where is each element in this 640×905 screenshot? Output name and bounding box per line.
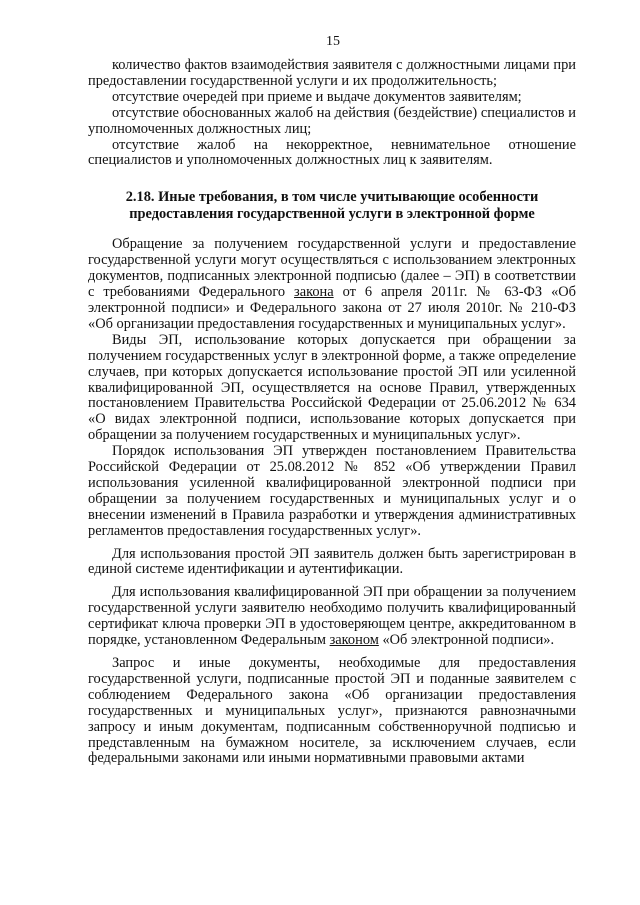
paragraph-simple-ep: Для использования простой ЭП заявитель должен быть зарегистрирован в единой системе идентификации и аутентификации. bbox=[88, 545, 576, 578]
section-heading-line-2: предоставления государственной услуги в электронной форме bbox=[129, 206, 535, 223]
section-heading bbox=[88, 189, 576, 223]
paragraph-request-documents: Запрос и иные документы, необходимые для предоставления государственной услуги, подписанные простой ЭП и поданные заявителем с соблюдением Федерального закона «Об организации предоставления государственных и муниципальных услуг», признаются равнозначными запросу и иным документам, подписанным собственноручной подписью и представленным на бумажном носителе, за исключением случаев, если федеральными законами или иными нормативными правовыми актами bbox=[88, 655, 576, 767]
paragraph-electronic-documents bbox=[88, 237, 576, 332]
intro-paragraph-3: отсутствие обоснованных жалоб на действия (бездействие) специалистов и уполномоченных должностных лиц; bbox=[88, 104, 576, 137]
paragraph-ep-procedure: Порядок использования ЭП утвержден постановлением Правительства Российской Федерации от 25.08.2012 № 852 «Об утверждении Правил использования усиленной квалифицированной электронной подписи при обращении за получением государственных и муниципальных услуг и о внесении изменений в Правила разработки и утверждения административных регламентов предоставления государственных услуг». bbox=[88, 443, 576, 539]
law-link[interactable]: законом bbox=[329, 632, 379, 649]
document-page bbox=[88, 34, 576, 767]
intro-paragraph-4: отсутствие жалоб на некорректное, невнимательное отношение специалистов и уполномоченных должностных лиц к заявителям. bbox=[88, 136, 576, 169]
paragraph-text: Обращение за получением государственной услуги и предоставление государственной услуги могут осуществляться с использованием электронных документов, подписанных электронной подписью (далее – ЭП) в соответствии с требованиями Федерального bbox=[88, 236, 576, 301]
paragraph-ep-types: Виды ЭП, использование которых допускается при обращении за получением государственных услуг в электронной форме, а также определение случаев, при которых допускается использование простой ЭП или усиленной квалифицированной ЭП, осуществляется на основе Правил, утвержденных постановлением Правительства Российской Федерации от 25.06.2012 № 634 «О видах электронной подписи, использование которых допускается при обращении за получением государственных и муниципальных услуг». bbox=[88, 331, 576, 444]
intro-paragraph-2: отсутствие очередей при приеме и выдаче документов заявителям; bbox=[112, 88, 522, 105]
section-heading-line-1: 2.18. Иные требования, в том числе учитывающие особенности bbox=[125, 189, 539, 206]
law-link[interactable]: закона bbox=[294, 284, 334, 301]
paragraph-text: Для использования квалифицированной ЭП при обращении за получением государственной услуги заявителю необходимо получить квалифицированный сертификат ключа проверки ЭП в удостоверяющем центре, аккредитованном в порядке, установленном Федеральным bbox=[88, 584, 576, 649]
paragraph-text: от 6 апреля 2011г. № 63-ФЗ «Об электронной подписи» и Федерального закона от 27 июля 2010г. № 210-ФЗ «Об организации предоставления государственных и муниципальных услуг». bbox=[88, 284, 576, 332]
intro-paragraph-1: количество фактов взаимодействия заявителя с должностными лицами при предоставлении государственной услуги и их продолжительность; bbox=[88, 57, 576, 89]
page-number: 15 bbox=[326, 34, 340, 49]
paragraph-text: «Об электронной подписи». bbox=[378, 632, 555, 649]
paragraph-qualified-ep bbox=[88, 585, 576, 649]
